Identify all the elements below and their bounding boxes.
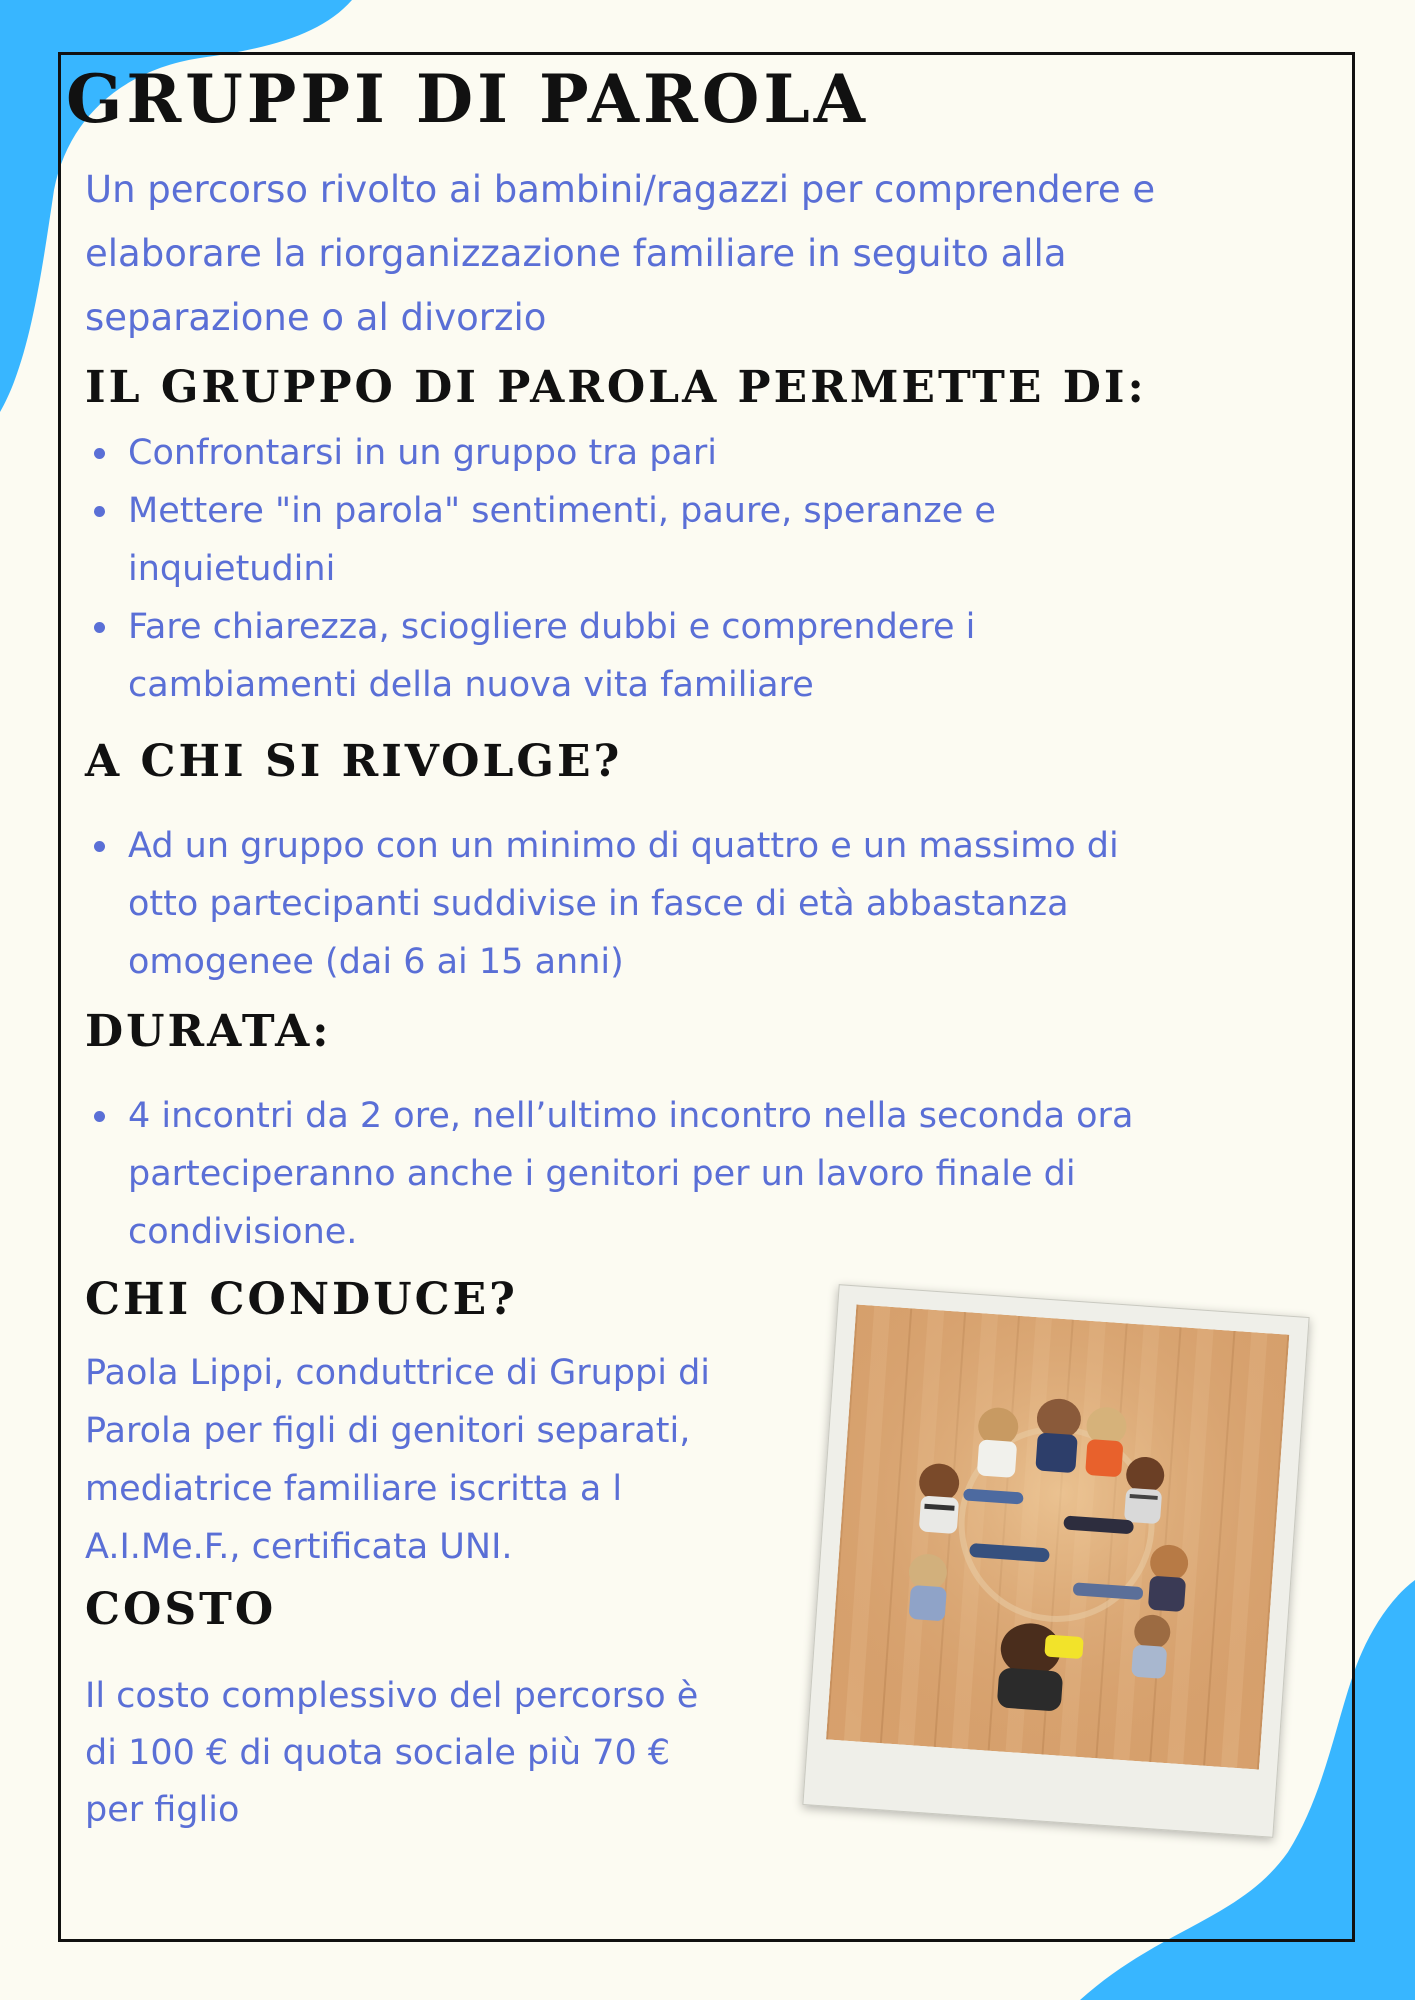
conduce-text: Paola Lippi, conduttrice di Gruppi di Parola per figli di genitori separati, mediatrice familiare iscritta a l A.I.Me.F., certificata UNI. [85, 1353, 711, 1567]
conduce-heading: CHI CONDUCE? [85, 1274, 518, 1325]
polaroid-photo [802, 1284, 1309, 1838]
list-item: Ad un gruppo con un minimo di quattro e un massimo di otto partecipanti suddivise in fasce di età abbastanza omogenee (dai 6 ai 15 anni) [85, 817, 1145, 991]
list-item: 4 incontri da 2 ore, nell’ultimo incontro nella seconda ora parteciperanno anche i genitori per un lavoro finale di condivisione. [85, 1087, 1185, 1261]
costo-heading: COSTO [85, 1584, 277, 1635]
rivolge-list [85, 817, 1145, 991]
permette-heading: IL GRUPPO DI PAROLA PERMETTE DI: [85, 362, 1147, 413]
list-item: Fare chiarezza, sciogliere dubbi e comprendere i cambiamenti della nuova vita familiare [85, 598, 1085, 714]
rivolge-heading: A CHI SI RIVOLGE? [85, 736, 623, 787]
list-item: Confrontarsi in un gruppo tra pari [85, 424, 1085, 482]
permette-list [85, 424, 1085, 714]
page-title: GRUPPI DI PAROLA [66, 60, 869, 138]
list-item: Mettere "in parola" sentimenti, paure, speranze e inquietudini [85, 482, 1085, 598]
intro-text: Un percorso rivolto ai bambini/ragazzi per comprendere e elaborare la riorganizzazione familiare in seguito alla separazione o al divorzio [85, 168, 1156, 339]
durata-heading: DURATA: [85, 1006, 332, 1057]
children-circle-image [826, 1304, 1289, 1769]
durata-list [85, 1087, 1185, 1261]
costo-text: Il costo complessivo del percorso è di 100 € di quota sociale più 70 € per figlio [85, 1676, 699, 1830]
